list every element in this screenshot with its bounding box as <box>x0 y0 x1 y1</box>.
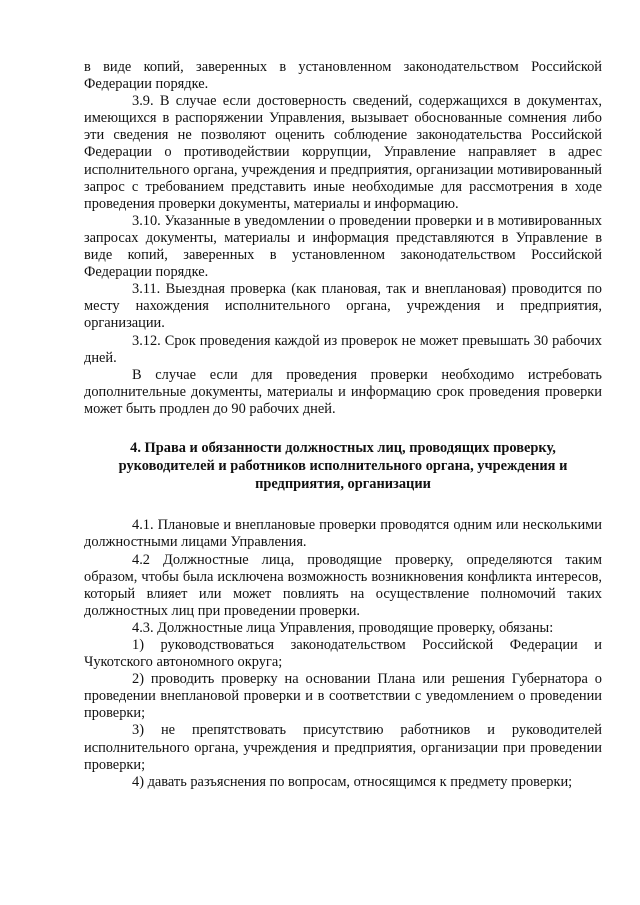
paragraph-3-10: 3.10. Указанные в уведомлении о проведении проверки и в мотивированных запросах документы, материалы и информация представляются в Управление в виде копий, заверенных в установленном законодательством Российской Федерации порядке. <box>84 212 602 281</box>
paragraph-4-2: 4.2 Должностные лица, проводящие проверку, определяются таким образом, чтобы была исключена возможность возникновения конфликта интересов, который влияет или может повлиять на осуществление полномочий таких должностных лиц при проведении проверки. <box>84 551 602 619</box>
heading-line: руководителей и работников исполнительного органа, учреждения и <box>118 457 568 474</box>
paragraph-3-12: 3.12. Срок проведения каждой из проверок не может превышать 30 рабочих дней. <box>84 332 602 366</box>
list-item-1: 1) руководствоваться законодательством Российской Федерации и Чукотского автономного округа; <box>84 637 602 671</box>
list-item-3: 3) не препятствовать присутствию работников и руководителей исполнительного органа, учреждения и предприятия, организации при проведении проверки; <box>84 722 602 773</box>
list-item-2: 2) проводить проверку на основании Плана или решения Губернатора о проведении внеплановой проверки и в соответствии с уведомлением о проведении проверки; <box>84 671 602 722</box>
paragraph-3-11: 3.11. Выездная проверка (как плановая, так и внеплановая) проводится по месту нахождения исполнительного органа, учреждения и предприятия, организации. <box>84 281 602 332</box>
paragraph-3-12-extension: В случае если для проведения проверки необходимо истребовать дополнительные документы, материалы и информацию срок проведения проверки может быть продлен до 90 рабочих дней. <box>84 366 602 417</box>
section-4-heading <box>84 440 602 493</box>
paragraph-4-3: 4.3. Должностные лица Управления, проводящие проверку, обязаны: <box>132 619 554 636</box>
document-page <box>84 59 602 791</box>
paragraph-4-1: 4.1. Плановые и внеплановые проверки проводятся одним или несколькими должностными лицами Управления. <box>84 517 602 551</box>
heading-line: предприятия, организации <box>255 475 431 492</box>
heading-line: 4. Права и обязанности должностных лиц, проводящих проверку, <box>130 439 556 456</box>
paragraph-3-9: 3.9. В случае если достоверность сведений, содержащихся в документах, имеющихся в распоряжении Управления, вызывает обоснованные сомнения либо эти сведения не позволяют оценить соблюдение законодательства Российской Федерации о противодействии коррупции, Управление направляет в адрес исполнительного органа, учреждения и предприятия, организации мотивированный запрос с требованием представить иные необходимые для рассмотрения в ходе проведения проверки документы, материалы и информацию. <box>84 93 602 212</box>
list-item-4: 4) давать разъяснения по вопросам, относящимся к предмету проверки; <box>132 773 573 790</box>
paragraph-continuation: в виде копий, заверенных в установленном законодательством Российской Федерации порядке. <box>84 59 602 93</box>
